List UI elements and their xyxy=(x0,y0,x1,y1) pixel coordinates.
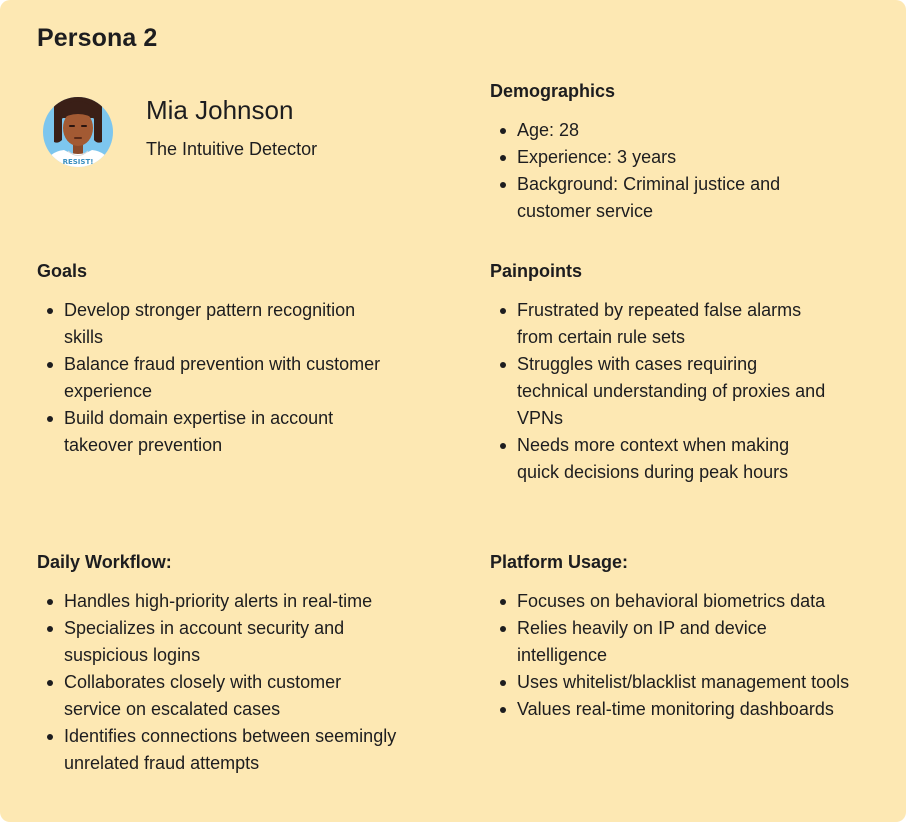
persona-name: Mia Johnson xyxy=(146,95,294,125)
platform-usage-section xyxy=(490,551,860,723)
demographics-heading: Demographics xyxy=(490,81,616,101)
avatar xyxy=(42,94,115,170)
daily-workflow-list xyxy=(37,588,397,777)
platform-usage-list xyxy=(490,588,860,723)
goals-item: Balance fraud prevention with customer experience xyxy=(37,351,397,405)
daily-workflow-section xyxy=(37,551,397,777)
goals-list xyxy=(37,297,397,459)
daily-workflow-item: Specializes in account security and suspicious logins xyxy=(37,615,397,669)
avatar-illustration-icon xyxy=(42,94,115,170)
demographics-item: Experience: 3 years xyxy=(490,144,830,171)
platform-usage-item: Values real-time monitoring dashboards xyxy=(490,696,860,723)
goals-item: Develop stronger pattern recognition skills xyxy=(37,297,397,351)
daily-workflow-heading: Daily Workflow: xyxy=(37,552,172,572)
goals-section xyxy=(37,260,397,459)
persona-role: The Intuitive Detector xyxy=(146,139,318,159)
platform-usage-item: Relies heavily on IP and device intelligence xyxy=(490,615,860,669)
painpoints-item: Frustrated by repeated false alarms from certain rule sets xyxy=(490,297,830,351)
demographics-list xyxy=(490,117,830,225)
platform-usage-item: Focuses on behavioral biometrics data xyxy=(490,588,860,615)
painpoints-heading: Painpoints xyxy=(490,261,583,281)
daily-workflow-item: Identifies connections between seemingly unrelated fraud attempts xyxy=(37,723,397,777)
goals-heading: Goals xyxy=(37,261,88,281)
painpoints-item: Struggles with cases requiring technical understanding of proxies and VPNs xyxy=(490,351,830,432)
avatar-badge-text: RESIST! xyxy=(62,158,94,166)
painpoints-list xyxy=(490,297,830,486)
painpoints-item: Needs more context when making quick decisions during peak hours xyxy=(490,432,830,486)
daily-workflow-item: Collaborates closely with customer service on escalated cases xyxy=(37,669,397,723)
demographics-section xyxy=(490,80,830,225)
painpoints-section xyxy=(490,260,830,486)
demographics-item: Background: Criminal justice and customer service xyxy=(490,171,830,225)
platform-usage-item: Uses whitelist/blacklist management tools xyxy=(490,669,860,696)
goals-item: Build domain expertise in account takeover prevention xyxy=(37,405,397,459)
platform-usage-heading: Platform Usage: xyxy=(490,552,629,572)
page-title: Persona 2 xyxy=(37,24,158,52)
demographics-item: Age: 28 xyxy=(490,117,830,144)
daily-workflow-item: Handles high-priority alerts in real-time xyxy=(37,588,397,615)
